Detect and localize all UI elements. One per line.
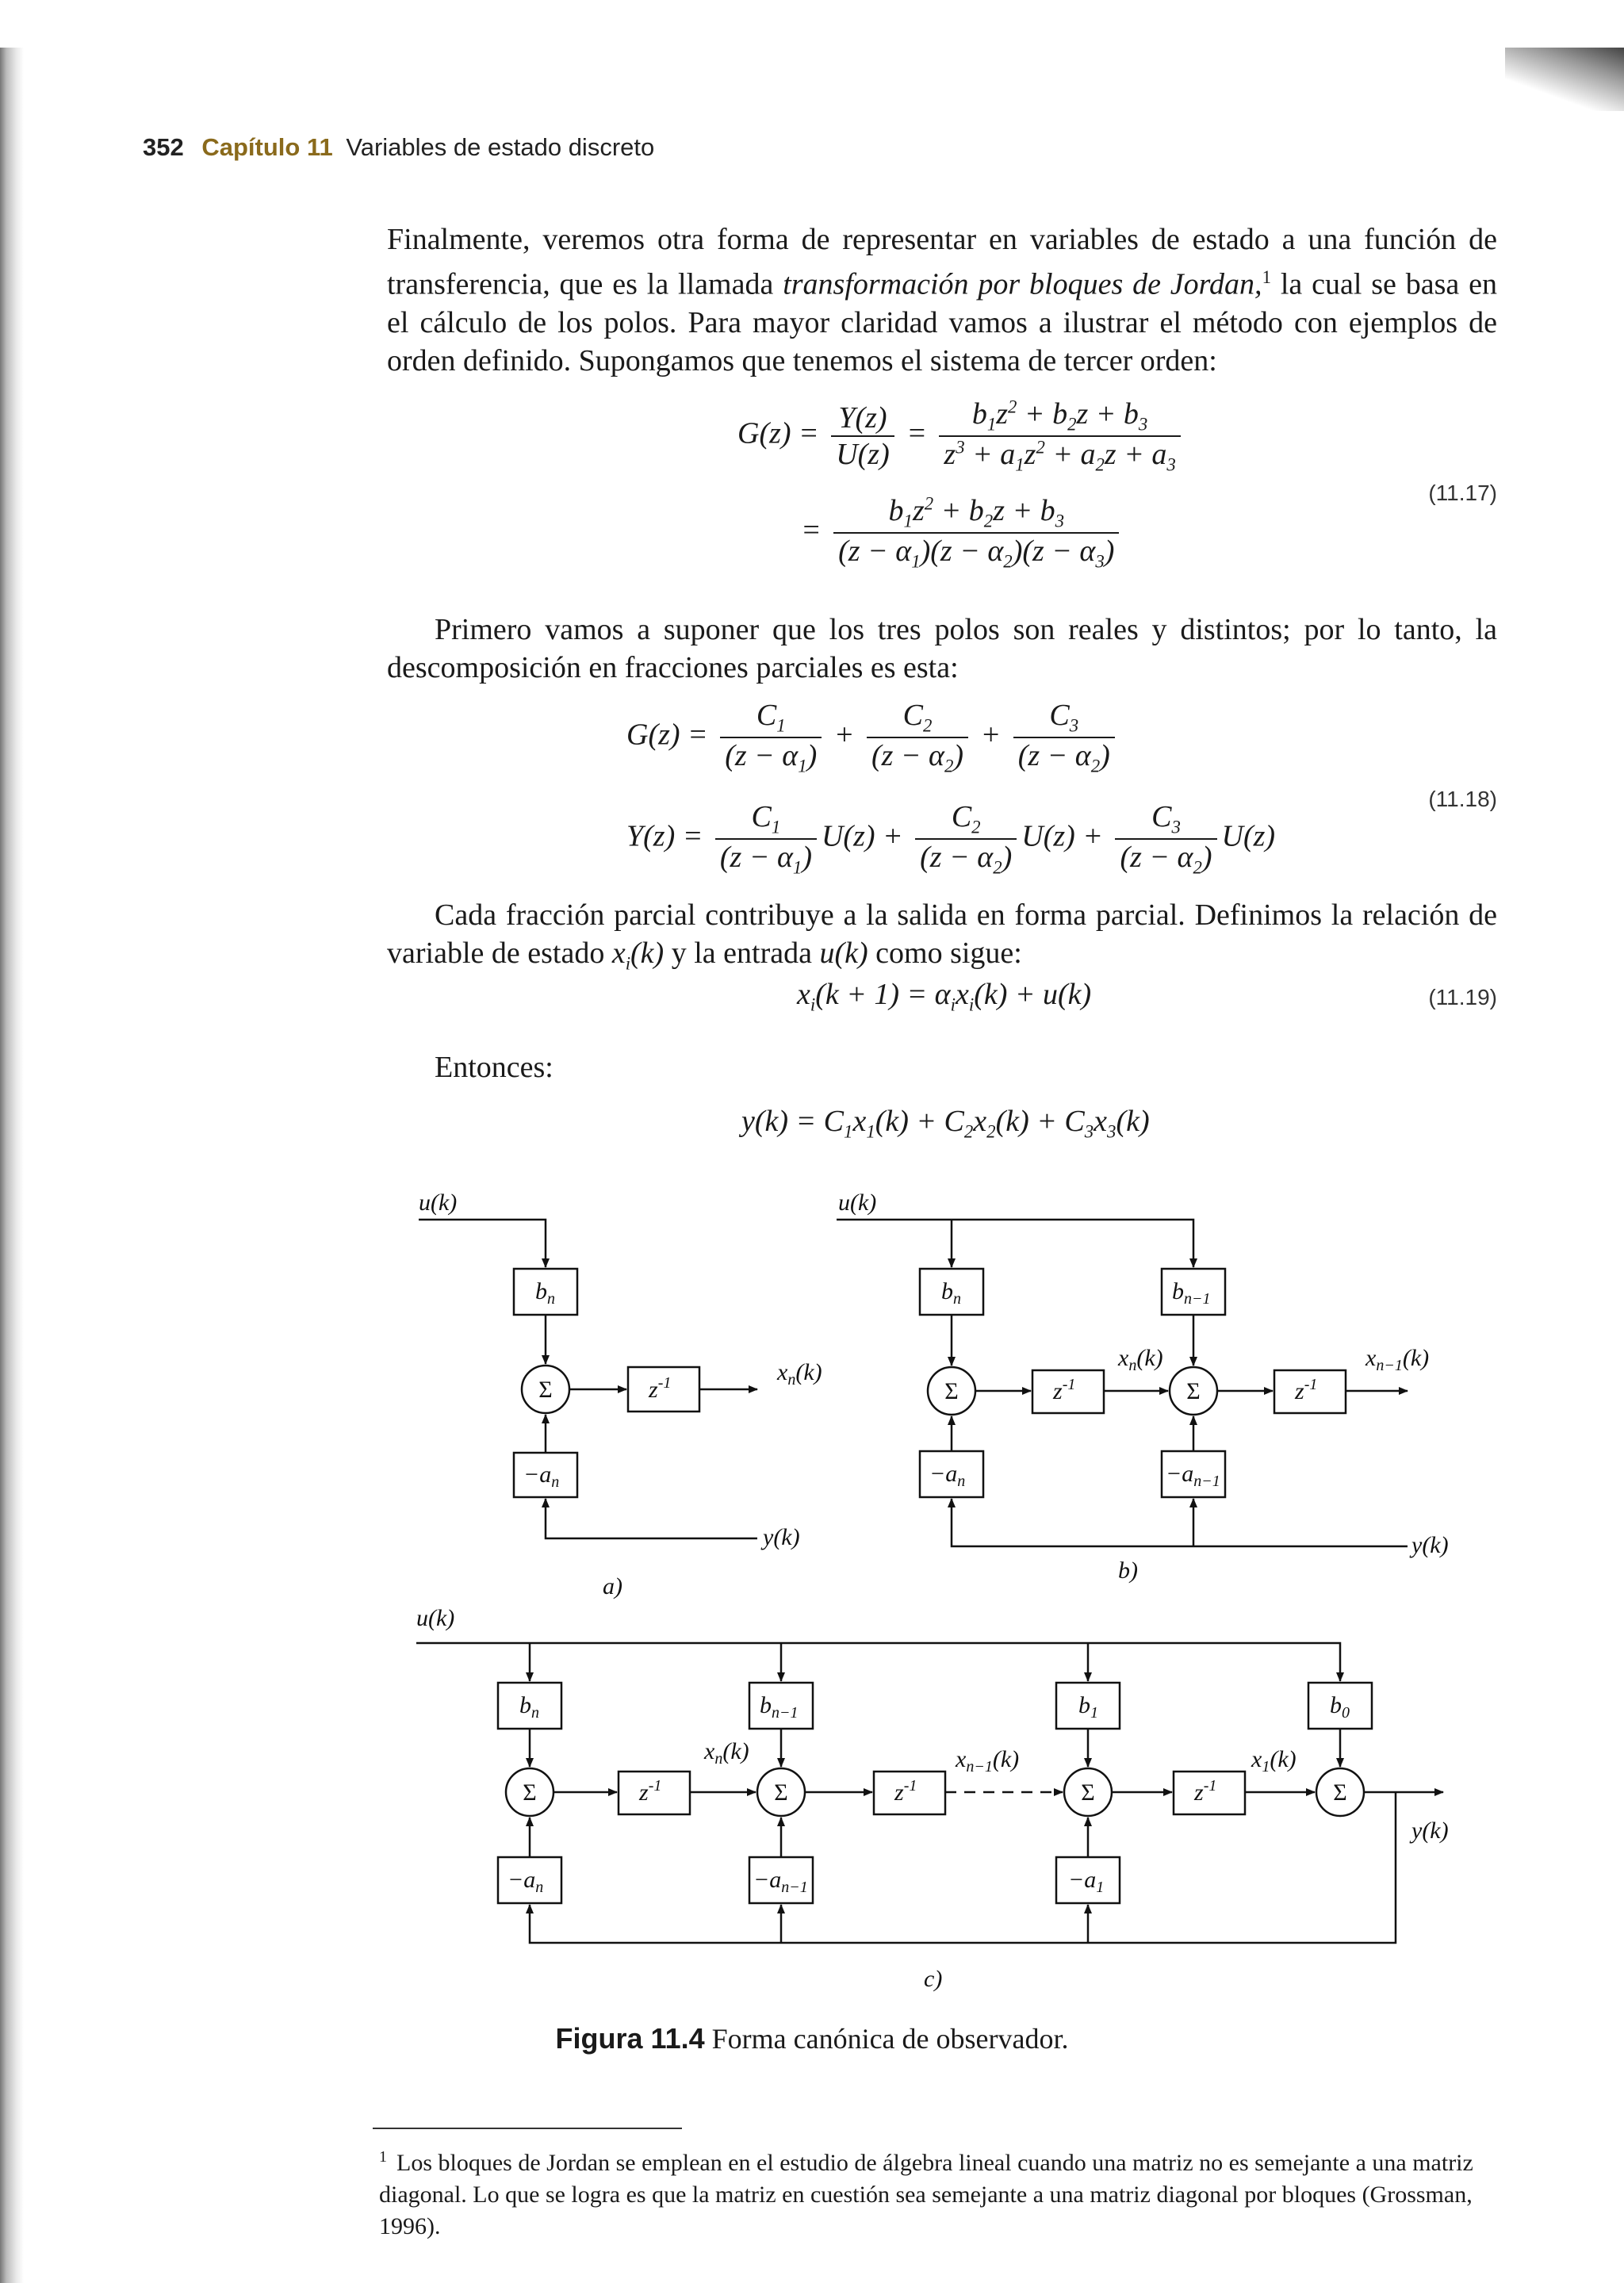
- paragraph-partial-fractions: Primero vamos a suponer que los tres polos son reales y distintos; por lo tanto, la descomposición en fracciones parciales es esta:: [387, 613, 1497, 684]
- panel-b-output-label: y(k): [1411, 1532, 1449, 1558]
- panel-c-sum-symbol-3: Σ: [1081, 1779, 1095, 1806]
- panel-b-gain-bn-1: $b_{n-1}$: [1172, 1278, 1211, 1308]
- panel-a-gain-an: $-a_n$: [523, 1461, 560, 1491]
- figure-caption-text: Forma canónica de observador.: [711, 2023, 1069, 2055]
- panel-c-gain-b0: $b_0$: [1330, 1692, 1350, 1722]
- jordan-term: transformación por bloques de Jordan,: [783, 267, 1262, 301]
- panel-b-delay-1: $z^{-1}$: [1053, 1376, 1076, 1404]
- panel-c-gain-bn-1: $b_{n-1}$: [760, 1692, 799, 1722]
- figure-caption: [0, 2022, 1624, 2055]
- equation-number-11-17: (11.17): [1428, 481, 1497, 505]
- equation-11-18-line2: Y(z) = $\frac{C_1}{(z - \alpha_1)}$ U(z) + $\frac{C_2}{(z - \alpha_2)}$ U(z) + $\frac{C_3}{(z - \alpha_2)}$ U(z): [626, 800, 1276, 878]
- footnote-divider: [373, 2128, 682, 2129]
- panel-c-sum-symbol-4: Σ: [1333, 1779, 1347, 1806]
- chapter-label: Capítulo 11: [201, 133, 333, 161]
- panel-a-input-label: u(k): [419, 1189, 458, 1216]
- panel-b-state-xn: $x_n(k)$: [1118, 1345, 1163, 1374]
- figure-caption-label: Figura 11.4: [555, 2022, 705, 2055]
- panel-c-state-xn: $x_n(k)$: [704, 1738, 749, 1768]
- panel-b-input-label: u(k): [838, 1189, 877, 1216]
- panel-c-caption: c): [924, 1966, 943, 1992]
- panel-c-delay-1: $z^{-1}$: [639, 1777, 662, 1806]
- footnote-mark: 1: [379, 2148, 387, 2166]
- panel-b-gain-an: $-a_n$: [929, 1461, 966, 1490]
- equation-number-11-18: (11.18): [1428, 787, 1497, 811]
- panel-b-delay-2: $z^{-1}$: [1295, 1376, 1318, 1404]
- panel-b-sum-symbol-1: Σ: [944, 1378, 959, 1404]
- panel-c-gain-a1: $-a_1$: [1068, 1867, 1105, 1896]
- panel-c-output-label: y(k): [1411, 1818, 1449, 1844]
- equation-output: $y(k) = C_1x_1(k) + C_2x_2(k) + C_3x_3(k)$: [741, 1105, 1150, 1142]
- panel-a-caption: a): [603, 1573, 622, 1599]
- equation-11-18-line1: G(z) = $\frac{C_1}{(z - \alpha_1)}$ + $\frac{C_2}{(z - \alpha_2)}$ + $\frac{C_3}{(z - \alpha_2)}$: [626, 698, 1120, 776]
- panel-b-gain-an-1: $-a_{n-1}$: [1166, 1461, 1220, 1490]
- footnote: [379, 2141, 1505, 2243]
- panel-a-output-label: y(k): [763, 1524, 800, 1550]
- panel-c-delay-3: $z^{-1}$: [1194, 1777, 1217, 1806]
- equation-number-11-19: (11.19): [1428, 985, 1497, 1009]
- panel-a-delay: $z^{-1}$: [649, 1374, 672, 1403]
- equation-11-19: $x_i(k + 1) = \alpha_ix_i(k) + u(k)$: [797, 978, 1092, 1015]
- panel-b-state-xn-1: $x_{n-1}(k)$: [1365, 1345, 1430, 1374]
- panel-a-state-xn: $x_n(k)$: [777, 1359, 822, 1389]
- panel-c-sum-symbol-2: Σ: [774, 1779, 788, 1806]
- chapter-title: Variables de estado discreto: [346, 133, 655, 161]
- panel-c-gain-b1: $b_1$: [1078, 1692, 1098, 1722]
- panel-c-input-label: u(k): [416, 1605, 455, 1631]
- panel-c-delay-2: $z^{-1}$: [894, 1777, 917, 1806]
- panel-c-sum-symbol-1: Σ: [523, 1779, 537, 1806]
- panel-c-gain-an: $-a_n$: [508, 1867, 544, 1896]
- panel-b-diagram: [837, 1220, 1408, 1546]
- footnote-text: Los bloques de Jordan se emplean en el estudio de álgebra lineal cuando una matriz no es semejante a una matriz diagonal. Lo que se logra es que la matriz en cuestión sea semejante a una matriz diagonal por bloques (Grossman, 1996).: [379, 2150, 1473, 2239]
- equation-11-17-line1: G(z) = $\frac{Y(z)}{U(z)}$ = $\frac{b_1z^2 + b_2z + b_3}{z^3 + a_1z^2 + a_2z + a_3}$: [737, 396, 1185, 475]
- paragraph-state-definition: Cada fracción parcial contribuye a la salida en forma parcial. Definimos la relación de variable de estado $x_i(k)$ y la entrada u(k) como sigue:: [387, 898, 1497, 974]
- panel-a-diagram: [419, 1220, 757, 1538]
- page-number: 352: [143, 133, 184, 161]
- panel-b-sum-symbol-2: Σ: [1186, 1378, 1201, 1404]
- panel-a-gain-bn: $b_n$: [535, 1278, 555, 1308]
- paragraph-intro: Finalmente, veremos otra forma de representar en variables de estado a una función de transferencia, que es la llamada transformación por bloques de Jordan,$^1$ la cual se basa en el cálculo de los polos. Para mayor claridad vamos a ilustrar el método con ejemplos de orden definido. Supongamos que tenemos el sistema de tercer orden:: [387, 223, 1497, 377]
- panel-c-diagram: [416, 1643, 1443, 1943]
- panel-a-sum-symbol: Σ: [538, 1377, 553, 1403]
- panel-b-gain-bn: $b_n$: [941, 1278, 961, 1308]
- panel-b-caption: b): [1118, 1557, 1138, 1584]
- panel-c-state-xn-1: $x_{n-1}(k)$: [956, 1746, 1020, 1775]
- panel-c-gain-an-1: $-a_{n-1}$: [753, 1867, 808, 1896]
- paragraph-entonces: Entonces:: [435, 1051, 553, 1084]
- footnote-ref: 1: [1262, 267, 1271, 287]
- panel-c-state-x1: $x_1(k)$: [1251, 1746, 1297, 1775]
- equation-11-17-line2: = $\frac{b_1z^2 + b_2z + b_3}{(z - \alpha_1)(z - \alpha_2)(z - \alpha_3)}$: [801, 493, 1124, 572]
- panel-c-gain-bn: $b_n$: [519, 1692, 539, 1722]
